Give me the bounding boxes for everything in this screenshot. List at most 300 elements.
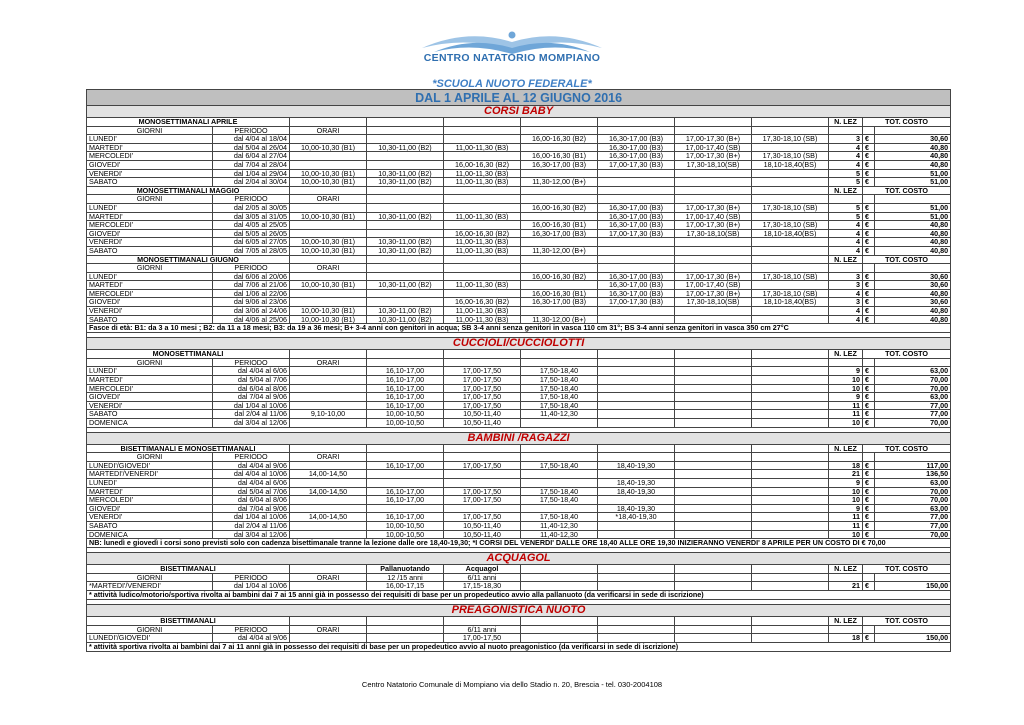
group-header-row <box>87 118 951 127</box>
table-cell <box>675 118 752 127</box>
time-cell <box>752 315 829 324</box>
time-cell <box>290 530 367 539</box>
time-cell: 10,30-11,00 (B2) <box>367 238 444 247</box>
time-cell: 16,10-17,00 <box>367 513 444 522</box>
time-cell: 10,50-11,40 <box>444 530 521 539</box>
table-cell <box>752 118 829 127</box>
day-cell: LUNEDI' <box>87 272 213 281</box>
table-cell <box>675 350 752 359</box>
cost-header: TOT. COSTO <box>863 118 951 127</box>
lessons-cell: 21 <box>829 582 863 591</box>
time-cell: 17,15-18,30 <box>444 582 521 591</box>
time-cell <box>367 478 444 487</box>
currency-cell: € <box>863 470 875 479</box>
nlez-header: N. LEZ <box>829 255 863 264</box>
time-cell <box>290 203 367 212</box>
time-cell <box>675 521 752 530</box>
time-cell: 17,00-17,30 (B+) <box>675 203 752 212</box>
lessons-cell: 5 <box>829 212 863 221</box>
table-cell <box>598 565 675 574</box>
time-cell <box>675 169 752 178</box>
table-cell <box>863 453 875 462</box>
currency-cell: € <box>863 393 875 402</box>
time-cell <box>290 367 367 376</box>
table-cell <box>675 565 752 574</box>
table-cell <box>444 186 521 195</box>
extra-label: Acquagol <box>444 565 521 574</box>
schedule-row <box>87 212 951 221</box>
subheader-cell <box>598 264 675 273</box>
time-cell <box>598 376 675 385</box>
cost-cell: 40,80 <box>875 307 951 316</box>
table-cell <box>367 118 444 127</box>
time-cell <box>675 393 752 402</box>
time-cell: 11,40-12,30 <box>521 410 598 419</box>
time-cell <box>444 152 521 161</box>
period-cell: dal 5/04 al 7/06 <box>213 487 290 496</box>
time-cell: 11,00-11,30 (B3) <box>444 238 521 247</box>
time-cell <box>290 461 367 470</box>
section-note: * attività ludico/motorio/sportiva rivolta ai bambini dai 7 ai 15 anni già in possesso dei requisiti di base per un propedeutico avvio alla pallanuoto (da verificarsi in sede di iscrizione) <box>87 590 951 599</box>
cost-cell: 30,60 <box>875 272 951 281</box>
currency-cell: € <box>863 487 875 496</box>
schedule-row <box>87 461 951 470</box>
time-cell: 17,50-18,40 <box>521 513 598 522</box>
time-cell <box>367 272 444 281</box>
time-cell: 17,30-18,10 (SB) <box>752 272 829 281</box>
time-cell: 10,00-10,30 (B1) <box>290 178 367 187</box>
currency-cell: € <box>863 246 875 255</box>
time-cell: 17,00-17,50 <box>444 367 521 376</box>
time-cell: 17,00-17,50 <box>444 384 521 393</box>
time-cell: 16,00-16,30 (B2) <box>444 298 521 307</box>
nlez-header: N. LEZ <box>829 350 863 359</box>
time-cell: 10,00-10,50 <box>367 419 444 428</box>
lessons-cell: 4 <box>829 315 863 324</box>
time-cell: 17,00-17,30 (B+) <box>675 221 752 230</box>
subheader-cell <box>752 453 829 462</box>
schedule-row <box>87 487 951 496</box>
day-cell: VENERDI' <box>87 169 213 178</box>
lessons-cell: 9 <box>829 393 863 402</box>
time-cell: 11,00-11,30 (B3) <box>444 281 521 290</box>
time-cell <box>290 521 367 530</box>
period-cell: dal 1/06 al 22/06 <box>213 289 290 298</box>
schedule-row <box>87 367 951 376</box>
subheader-cell: ORARI <box>290 453 367 462</box>
time-cell <box>290 272 367 281</box>
lessons-cell: 10 <box>829 487 863 496</box>
table-cell <box>752 565 829 574</box>
cost-cell: 63,00 <box>875 393 951 402</box>
table-cell <box>290 616 367 625</box>
schedule-row <box>87 203 951 212</box>
group-label: BISETTIMANALI <box>87 616 290 625</box>
currency-cell: € <box>863 221 875 230</box>
lessons-cell: 5 <box>829 203 863 212</box>
lessons-cell: 10 <box>829 376 863 385</box>
schedule-row <box>87 478 951 487</box>
schedule-row <box>87 307 951 316</box>
time-cell: 10,00-10,30 (B1) <box>290 238 367 247</box>
time-cell <box>752 212 829 221</box>
note-row <box>87 642 951 651</box>
time-cell <box>598 470 675 479</box>
time-cell <box>367 634 444 643</box>
table-cell <box>367 616 444 625</box>
time-cell <box>521 307 598 316</box>
day-cell: MARTEDI' <box>87 143 213 152</box>
table-cell <box>675 444 752 453</box>
time-cell <box>752 376 829 385</box>
day-cell: GIOVEDI' <box>87 393 213 402</box>
table-cell <box>598 255 675 264</box>
time-cell: 17,00-17,50 <box>444 634 521 643</box>
currency-cell: € <box>863 504 875 513</box>
logo-text: CENTRO NATATORIO MOMPIANO <box>423 52 601 64</box>
table-cell <box>521 444 598 453</box>
schedule-row <box>87 530 951 539</box>
subheader-cell <box>521 358 598 367</box>
time-cell <box>290 229 367 238</box>
table-cell <box>598 616 675 625</box>
schedule-row <box>87 521 951 530</box>
extra-label: Pallanuotando <box>367 565 444 574</box>
time-cell: 16,30-17,00 (B3) <box>521 160 598 169</box>
time-cell <box>752 496 829 505</box>
time-cell <box>598 315 675 324</box>
time-cell: 17,00-17,50 <box>444 461 521 470</box>
lessons-cell: 11 <box>829 401 863 410</box>
time-cell: 17,00-17,30 (B+) <box>675 289 752 298</box>
time-cell: 17,30-18,10(SB) <box>675 160 752 169</box>
day-cell: VENERDI' <box>87 238 213 247</box>
period-cell: dal 2/05 al 30/05 <box>213 203 290 212</box>
time-cell: 16,30-17,00 (B3) <box>598 221 675 230</box>
subheader-cell <box>675 573 752 582</box>
cost-header: TOT. COSTO <box>863 255 951 264</box>
group-header-row <box>87 565 951 574</box>
time-cell: 16,10-17,00 <box>367 496 444 505</box>
period-cell: dal 7/04 al 9/06 <box>213 504 290 513</box>
table-cell <box>598 118 675 127</box>
time-cell <box>444 135 521 144</box>
currency-cell: € <box>863 169 875 178</box>
time-cell <box>752 582 829 591</box>
time-cell <box>752 461 829 470</box>
cost-cell: 70,00 <box>875 530 951 539</box>
time-cell: 16,30-17,00 (B3) <box>521 298 598 307</box>
table-cell <box>829 453 863 462</box>
time-cell <box>675 487 752 496</box>
day-cell: LUNEDI' <box>87 135 213 144</box>
time-cell <box>598 393 675 402</box>
section-title-row <box>87 338 951 350</box>
time-cell <box>598 582 675 591</box>
table-cell <box>521 118 598 127</box>
subheader-cell: ORARI <box>290 573 367 582</box>
subheader-cell <box>752 573 829 582</box>
group-label: MONOSETTIMANALI <box>87 350 290 359</box>
table-cell <box>598 444 675 453</box>
time-cell: 16,10-17,00 <box>367 384 444 393</box>
time-cell: 11,00-11,30 (B3) <box>444 169 521 178</box>
time-cell <box>444 221 521 230</box>
cost-header: TOT. COSTO <box>863 565 951 574</box>
time-cell <box>598 401 675 410</box>
cost-header: TOT. COSTO <box>863 186 951 195</box>
day-cell: MARTEDI' <box>87 212 213 221</box>
table-cell <box>863 573 875 582</box>
schedule-row <box>87 281 951 290</box>
period-cell: dal 3/05 al 31/05 <box>213 212 290 221</box>
group-header-row <box>87 186 951 195</box>
time-cell: *18,40-19,30 <box>598 513 675 522</box>
time-cell <box>367 160 444 169</box>
nlez-header: N. LEZ <box>829 444 863 453</box>
currency-cell: € <box>863 461 875 470</box>
currency-cell: € <box>863 307 875 316</box>
period-cell: dal 7/06 al 21/06 <box>213 281 290 290</box>
group-header-row <box>87 255 951 264</box>
subheader-cell <box>367 126 444 135</box>
time-cell <box>675 410 752 419</box>
period-cell: dal 6/06 al 20/06 <box>213 272 290 281</box>
currency-cell: € <box>863 178 875 187</box>
time-cell: 16,10-17,00 <box>367 367 444 376</box>
day-cell: GIOVEDI' <box>87 298 213 307</box>
time-cell: 11,40-12,30 <box>521 521 598 530</box>
section-title: PREAGONISTICA NUOTO <box>87 604 951 616</box>
time-cell: 17,50-18,40 <box>521 367 598 376</box>
time-cell: 16,00-16,30 (B2) <box>444 229 521 238</box>
time-cell <box>598 530 675 539</box>
subheader-cell <box>675 453 752 462</box>
currency-cell: € <box>863 298 875 307</box>
time-cell: 18,40-19,30 <box>598 478 675 487</box>
subheader-cell <box>521 264 598 273</box>
time-cell: 18,40-19,30 <box>598 504 675 513</box>
time-cell: 18,10-18,40(BS) <box>752 160 829 169</box>
table-cell <box>863 264 875 273</box>
period-cell: dal 4/06 al 25/06 <box>213 315 290 324</box>
time-cell <box>444 289 521 298</box>
time-cell <box>598 307 675 316</box>
time-cell: 16,00-16,30 (B2) <box>521 203 598 212</box>
period-cell: dal 1/04 al 10/06 <box>213 401 290 410</box>
subheader-cell: 6/11 anni <box>444 625 521 634</box>
time-cell: 10,30-11,00 (B2) <box>367 315 444 324</box>
time-cell: 17,30-18,10 (SB) <box>752 203 829 212</box>
time-cell: 9,10-10,00 <box>290 410 367 419</box>
time-cell: 10,30-11,00 (B2) <box>367 307 444 316</box>
currency-cell: € <box>863 634 875 643</box>
time-cell <box>521 143 598 152</box>
period-cell: dal 3/06 al 24/06 <box>213 307 290 316</box>
subheader-cell: 12 /15 anni <box>367 573 444 582</box>
schedule-row <box>87 298 951 307</box>
time-cell <box>367 135 444 144</box>
time-cell: 17,00-17,30 (B3) <box>598 160 675 169</box>
time-cell <box>521 470 598 479</box>
lessons-cell: 18 <box>829 461 863 470</box>
day-cell: GIOVEDI' <box>87 229 213 238</box>
lessons-cell: 4 <box>829 160 863 169</box>
time-cell: 17,30-18,10 (SB) <box>752 135 829 144</box>
schedule-row <box>87 393 951 402</box>
currency-cell: € <box>863 143 875 152</box>
time-cell <box>290 289 367 298</box>
subheader-cell: ORARI <box>290 195 367 204</box>
lessons-cell: 10 <box>829 384 863 393</box>
cost-cell: 51,00 <box>875 178 951 187</box>
currency-cell: € <box>863 272 875 281</box>
time-cell <box>752 238 829 247</box>
lessons-cell: 18 <box>829 634 863 643</box>
schedule-row <box>87 470 951 479</box>
time-cell: 16,30-17,00 (B3) <box>598 143 675 152</box>
currency-cell: € <box>863 281 875 290</box>
table-cell <box>829 625 863 634</box>
time-cell: 16,00-16,30 (B2) <box>444 160 521 169</box>
time-cell: 11,00-11,30 (B3) <box>444 307 521 316</box>
lessons-cell: 3 <box>829 135 863 144</box>
subheader-cell <box>752 264 829 273</box>
time-cell <box>598 367 675 376</box>
time-cell <box>752 487 829 496</box>
time-cell: 11,00-11,30 (B3) <box>444 178 521 187</box>
time-cell <box>752 246 829 255</box>
subheader-cell: PERIODO <box>213 264 290 273</box>
lessons-cell: 11 <box>829 521 863 530</box>
period-cell: dal 6/04 al 8/06 <box>213 384 290 393</box>
time-cell: 10,30-11,00 (B2) <box>367 169 444 178</box>
time-cell: 16,30-17,00 (B3) <box>598 135 675 144</box>
time-cell <box>290 376 367 385</box>
day-cell: VENERDI' <box>87 513 213 522</box>
day-cell: MARTEDI' <box>87 376 213 385</box>
time-cell <box>675 478 752 487</box>
cost-cell: 40,80 <box>875 246 951 255</box>
day-cell: MERCOLEDI' <box>87 152 213 161</box>
currency-cell: € <box>863 229 875 238</box>
currency-cell: € <box>863 582 875 591</box>
table-cell <box>290 444 367 453</box>
schedule-row <box>87 513 951 522</box>
table-cell <box>444 616 521 625</box>
time-cell <box>290 160 367 169</box>
table-cell <box>752 350 829 359</box>
cost-cell: 51,00 <box>875 169 951 178</box>
subheader-row <box>87 126 951 135</box>
time-cell <box>675 496 752 505</box>
subheader-cell: GIORNI <box>87 264 213 273</box>
period-cell: dal 2/04 al 11/06 <box>213 410 290 419</box>
subheader-cell: ORARI <box>290 625 367 634</box>
section-title: BAMBINI /RAGAZZI <box>87 432 951 444</box>
subheader-cell <box>598 195 675 204</box>
time-cell <box>752 478 829 487</box>
time-cell <box>290 393 367 402</box>
lessons-cell: 4 <box>829 307 863 316</box>
time-cell: 17,00-17,40 (SB) <box>675 281 752 290</box>
time-cell <box>367 298 444 307</box>
lessons-cell: 5 <box>829 169 863 178</box>
cost-cell: 77,00 <box>875 513 951 522</box>
cost-cell: 40,80 <box>875 315 951 324</box>
subheader-cell <box>752 625 829 634</box>
currency-cell: € <box>863 238 875 247</box>
subheader-cell: PERIODO <box>213 625 290 634</box>
time-cell: 17,50-18,40 <box>521 461 598 470</box>
table-cell <box>367 186 444 195</box>
time-cell <box>752 384 829 393</box>
schedule-table <box>86 89 951 652</box>
period-cell: dal 1/04 al 10/06 <box>213 513 290 522</box>
day-cell: DOMENICA <box>87 419 213 428</box>
time-cell: 17,00-17,30 (B3) <box>598 298 675 307</box>
table-cell <box>863 195 875 204</box>
table-cell <box>875 453 951 462</box>
time-cell <box>444 203 521 212</box>
time-cell <box>598 238 675 247</box>
time-cell <box>521 238 598 247</box>
time-cell <box>675 238 752 247</box>
time-cell: 18,40-19,30 <box>598 461 675 470</box>
period-cell: dal 6/04 al 8/06 <box>213 496 290 505</box>
time-cell: 17,30-18,10 (SB) <box>752 221 829 230</box>
day-cell: MARTEDI' <box>87 487 213 496</box>
time-cell <box>675 582 752 591</box>
table-cell <box>675 255 752 264</box>
time-cell: 10,50-11,40 <box>444 521 521 530</box>
currency-cell: € <box>863 513 875 522</box>
currency-cell: € <box>863 521 875 530</box>
cost-cell: 51,00 <box>875 212 951 221</box>
period-cell: dal 4/04 al 9/06 <box>213 461 290 470</box>
period-cell: dal 7/04 al 9/06 <box>213 393 290 402</box>
time-cell <box>752 470 829 479</box>
table-cell <box>290 255 367 264</box>
cost-cell: 40,80 <box>875 229 951 238</box>
time-cell <box>521 419 598 428</box>
time-cell <box>598 634 675 643</box>
time-cell <box>290 582 367 591</box>
day-cell: SABATO <box>87 178 213 187</box>
time-cell <box>290 135 367 144</box>
time-cell <box>598 496 675 505</box>
schedule-row <box>87 496 951 505</box>
time-cell: 17,30-18,10 (SB) <box>752 152 829 161</box>
subheader-cell: GIORNI <box>87 195 213 204</box>
time-cell <box>367 229 444 238</box>
group-label: MONOSETTIMANALI GIUGNO <box>87 255 290 264</box>
time-cell <box>675 315 752 324</box>
subheader-cell <box>598 625 675 634</box>
time-cell: 11,00-11,30 (B3) <box>444 246 521 255</box>
time-cell <box>675 178 752 187</box>
subheader-cell: GIORNI <box>87 573 213 582</box>
time-cell: 17,00-17,30 (B+) <box>675 152 752 161</box>
main-title: DAL 1 APRILE AL 12 GIUGNO 2016 <box>87 90 951 106</box>
time-cell: 16,30-17,00 (B3) <box>598 152 675 161</box>
time-cell <box>444 478 521 487</box>
subheader-cell <box>367 264 444 273</box>
table-cell <box>521 565 598 574</box>
schedule-row <box>87 135 951 144</box>
period-cell: dal 3/04 al 12/06 <box>213 419 290 428</box>
subheader-cell: PERIODO <box>213 126 290 135</box>
